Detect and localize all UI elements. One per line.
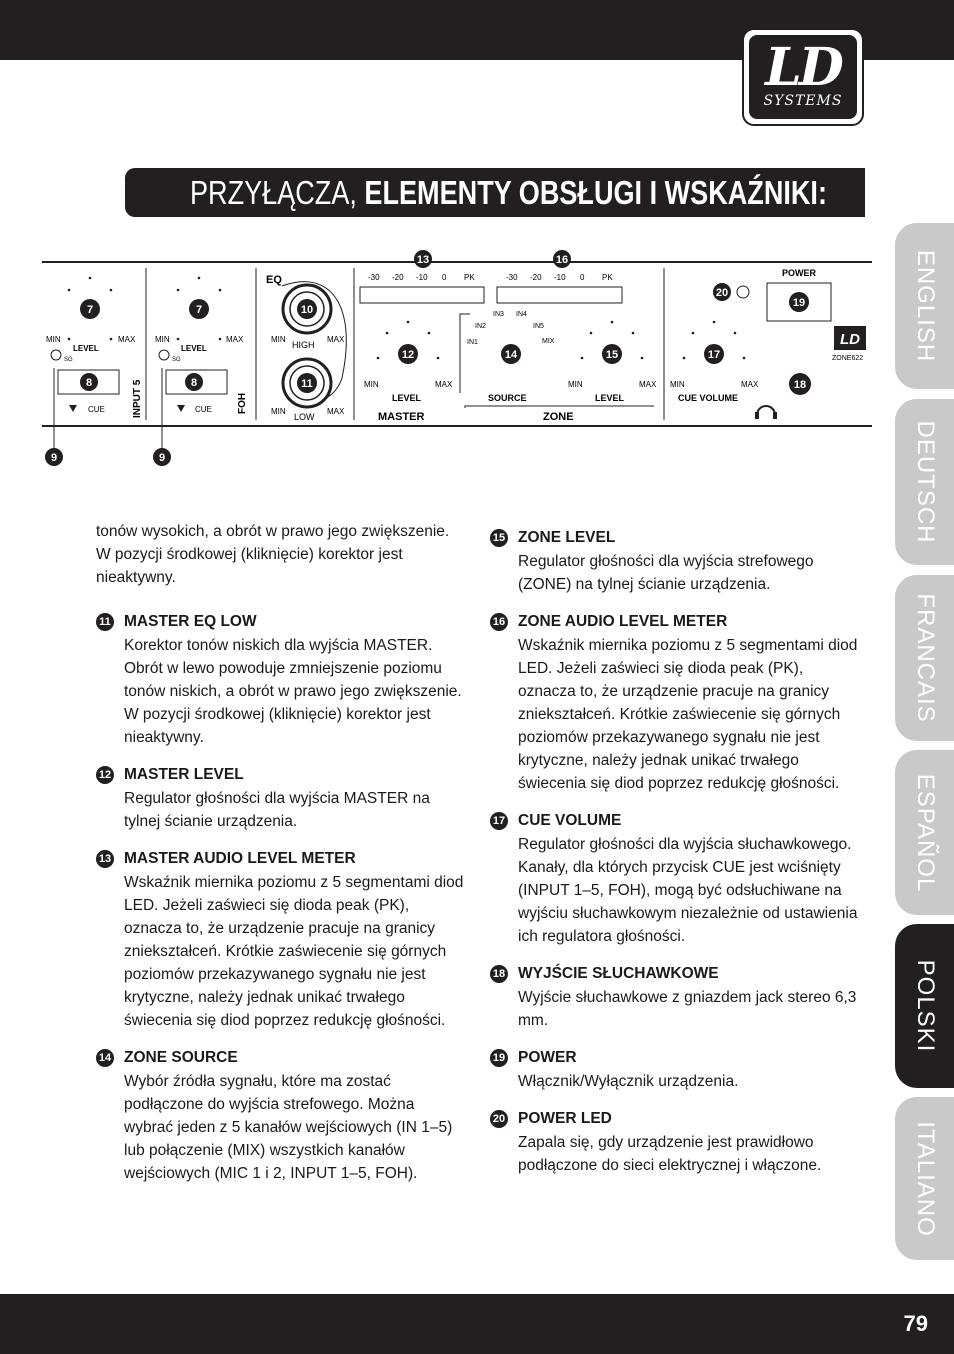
- svg-text:IN5: IN5: [533, 323, 544, 330]
- low-label: LOW: [294, 412, 315, 422]
- tab-label: POLSKI: [911, 959, 939, 1053]
- item-number: 20: [490, 1110, 508, 1128]
- svg-text:MIN: MIN: [364, 380, 379, 389]
- tab-label: ITALIANO: [911, 1120, 939, 1237]
- callout-9: 9: [50, 452, 58, 464]
- eq-section: [266, 274, 346, 422]
- title-light: PRZYŁĄCZA,: [190, 174, 357, 211]
- svg-text:IN4: IN4: [516, 311, 527, 318]
- svg-text:-30: -30: [368, 273, 380, 282]
- callout-15: 15: [605, 349, 619, 361]
- item-number: 19: [490, 1049, 508, 1067]
- item-number: 17: [490, 812, 508, 830]
- item-body: Regulator głośności dla wyjścia strefowego (ZONE) na tylnej ścianie urządzenia.: [518, 553, 814, 593]
- list-item: [490, 962, 860, 1032]
- signal-led: [51, 350, 61, 360]
- callout-13: 13: [416, 254, 430, 266]
- input-strip-1: [45, 299, 143, 466]
- high-label: HIGH: [292, 340, 315, 350]
- cue-volume-label: CUE VOLUME: [678, 393, 739, 403]
- svg-text:PK: PK: [464, 273, 475, 282]
- item-body: Wskaźnik miernika poziomu z 5 segmentami diod LED. Jeżeli zaświeci się dioda peak (PK), oznacza to, że urządzenie pracuje na granicy zniekształceń. Krótkie zaświecenie się górnych poziomów przekazywanego sygnału nie jest krytyczne, należy jednak unikać trwałego świecenia się diod poprzez redukcję głośności.: [124, 874, 464, 1029]
- svg-text:-20: -20: [392, 273, 404, 282]
- item-title: ZONE AUDIO LEVEL METER: [518, 613, 728, 630]
- zone-label: ZONE: [543, 411, 574, 423]
- callout-18: 18: [793, 379, 807, 391]
- item-title: MASTER EQ LOW: [124, 613, 257, 630]
- list-item: [96, 1046, 466, 1185]
- callout-17: 17: [707, 349, 721, 361]
- svg-text:MAX: MAX: [226, 335, 244, 344]
- svg-text:SG: SG: [172, 357, 181, 363]
- cue-arrow-icon: [177, 405, 185, 412]
- callout-16: 16: [555, 254, 569, 266]
- level-label: LEVEL: [73, 344, 99, 353]
- logo-ld-text: LD: [765, 37, 841, 98]
- item-title: MASTER AUDIO LEVEL METER: [124, 850, 356, 867]
- svg-text:MIN: MIN: [155, 335, 170, 344]
- item-body: Zapala się, gdy urządzenie jest prawidłowo podłączone do sieci elektrycznej i włączone.: [518, 1134, 822, 1174]
- list-item: [490, 610, 860, 795]
- input5-label: INPUT 5: [132, 379, 143, 418]
- svg-text:9: 9: [158, 452, 166, 464]
- tab-polski[interactable]: [895, 924, 954, 1088]
- cue-label: CUE: [88, 405, 105, 414]
- item-body: Regulator głośności dla wyjścia słuchawkowego. Kanały, dla których przycisk CUE jest wciśnięty (INPUT 1–5, FOH), mogą być odsłuchiwane na wyjściu słuchawkowym niezależnie od ustawienia ich regulatora głośności.: [518, 836, 858, 945]
- svg-text:-20: -20: [530, 273, 542, 282]
- sg-label: SG: [64, 357, 73, 363]
- item-number: 18: [490, 965, 508, 983]
- svg-text:IN1: IN1: [467, 339, 478, 346]
- master-meter: [360, 287, 484, 303]
- tab-label: ESPAÑOL: [911, 773, 939, 892]
- callout-19: 19: [792, 297, 806, 309]
- front-panel-diagram: [42, 248, 872, 470]
- svg-text:0: 0: [580, 273, 585, 282]
- max-label: MAX: [118, 335, 136, 344]
- eq-label: EQ: [266, 274, 282, 286]
- item-number: 14: [96, 1049, 114, 1067]
- item-body: Wybór źródła sygnału, które ma zostać podłączone do wyjścia strefowego. Można wybrać jeden z 5 kanałów wejściowych (IN 1–5) lub połączenie (MIX) wszystkich kanałów wejściowych (MIC 1 i 2, INPUT 1–5, FOH).: [124, 1073, 453, 1182]
- page-title: [190, 171, 827, 215]
- power-led: [737, 286, 749, 298]
- tab-francais[interactable]: [895, 575, 954, 741]
- list-item: [96, 847, 466, 1032]
- page-number: 79: [903, 1311, 928, 1336]
- item-title: POWER: [518, 1049, 577, 1066]
- svg-text:-10: -10: [416, 273, 428, 282]
- item-body: Wskaźnik miernika poziomu z 5 segmentami diod LED. Jeżeli zaświeci się dioda peak (PK), oznacza to, że urządzenie pracuje na granicy zniekształceń. Krótkie zaświecenie się górnych poziomów przekazywanego sygnału nie jest krytyczne, należy jednak unikać trwałego świecenia się diod poprzez redukcję głośności.: [518, 637, 858, 792]
- svg-text:PK: PK: [602, 273, 613, 282]
- callout-7: 7: [86, 304, 94, 316]
- item-body: Korektor tonów niskich dla wyjścia MASTER. Obrót w lewo powoduje zmniejszenie poziomu tonów niskich, a obrót w prawo jego zwiększenie. W pozycji środkowej (kliknięcie) korektor jest nieaktywny.: [124, 637, 462, 746]
- item-body: Wyjście słuchawkowe z gniazdem jack stereo 6,3 mm.: [518, 989, 857, 1029]
- svg-text:MIN: MIN: [271, 407, 286, 416]
- zone-meter: [497, 287, 622, 303]
- item-title: ZONE SOURCE: [124, 1049, 238, 1066]
- item-title: POWER LED: [518, 1110, 612, 1127]
- callout-8: 8: [85, 377, 93, 389]
- tab-italiano[interactable]: [895, 1097, 954, 1260]
- bottom-bar: [0, 1294, 954, 1354]
- tab-deutsch[interactable]: [895, 399, 954, 565]
- cue-arrow-icon: [69, 405, 77, 412]
- callout-10: 10: [300, 304, 314, 316]
- callout-11: 11: [301, 378, 313, 390]
- svg-text:LEVEL: LEVEL: [392, 393, 422, 403]
- item-title: ZONE LEVEL: [518, 529, 616, 546]
- headphones-icon: [757, 406, 775, 415]
- svg-text:MAX: MAX: [435, 380, 453, 389]
- svg-text:LEVEL: LEVEL: [181, 344, 207, 353]
- item-body: Regulator głośności dla wyjścia MASTER na tylnej ścianie urządzenia.: [124, 790, 430, 830]
- svg-text:LEVEL: LEVEL: [595, 393, 625, 403]
- tab-espanol[interactable]: [895, 750, 954, 915]
- svg-text:MIN: MIN: [670, 380, 685, 389]
- item-number: 15: [490, 529, 508, 547]
- zone-source-section: [460, 311, 555, 403]
- svg-text:SOURCE: SOURCE: [488, 393, 527, 403]
- callout-14: 14: [504, 349, 518, 361]
- min-label: MIN: [46, 335, 61, 344]
- power-label: POWER: [782, 268, 817, 278]
- svg-text:MAX: MAX: [741, 380, 759, 389]
- svg-text:MAX: MAX: [327, 407, 345, 416]
- list-item: [490, 1046, 860, 1093]
- logo-systems-text: SYSTEMS: [763, 93, 843, 109]
- svg-text:IN2: IN2: [475, 323, 486, 330]
- svg-text:-30: -30: [506, 273, 518, 282]
- list-item: [490, 809, 860, 948]
- svg-text:-10: -10: [554, 273, 566, 282]
- tab-label: ENGLISH: [911, 249, 939, 363]
- svg-text:8: 8: [190, 377, 198, 389]
- callout-12: 12: [401, 349, 415, 361]
- intro-text: tonów wysokich, a obrót w prawo jego zwiększenie. W pozycji środkowej (kliknięcie) korektor jest nieaktywny.: [96, 523, 450, 586]
- item-body: Włącznik/Wyłącznik urządzenia.: [518, 1073, 739, 1090]
- tab-label: FRANCAIS: [911, 593, 939, 723]
- right-column: [490, 514, 860, 1177]
- item-title: CUE VOLUME: [518, 812, 622, 829]
- item-number: 16: [490, 613, 508, 631]
- signal-led: [159, 350, 169, 360]
- input-strip-foh: [153, 299, 248, 466]
- list-item: [96, 763, 466, 833]
- svg-text:MAX: MAX: [327, 335, 345, 344]
- item-number: 13: [96, 850, 114, 868]
- foh-label: FOH: [237, 392, 248, 414]
- title-bold: ELEMENTY OBSŁUGI I WSKAŹNIKI:: [364, 174, 827, 211]
- list-item: [96, 610, 466, 749]
- tab-label: DEUTSCH: [911, 420, 939, 544]
- svg-text:0: 0: [442, 273, 447, 282]
- svg-text:MAX: MAX: [639, 380, 657, 389]
- list-item: [490, 1107, 860, 1177]
- svg-text:MIX: MIX: [542, 338, 555, 345]
- svg-text:IN3: IN3: [493, 311, 504, 318]
- svg-text:7: 7: [195, 304, 203, 316]
- callout-20: 20: [715, 287, 729, 299]
- master-section: [360, 250, 484, 423]
- master-label: MASTER: [378, 411, 425, 423]
- zone622-label: ZONE622: [832, 355, 864, 362]
- list-item: [490, 526, 860, 596]
- svg-text:CUE: CUE: [195, 405, 212, 414]
- item-title: MASTER LEVEL: [124, 766, 244, 783]
- item-number: 12: [96, 766, 114, 784]
- svg-text:LD: LD: [840, 331, 860, 348]
- item-number: 11: [96, 613, 114, 631]
- left-column: [96, 520, 466, 1185]
- svg-text:MIN: MIN: [271, 335, 286, 344]
- item-title: WYJŚCIE SŁUCHAWKOWE: [518, 965, 719, 982]
- ld-systems-logo: [742, 28, 864, 126]
- cue-power-section: [670, 268, 866, 419]
- svg-text:MIN: MIN: [568, 380, 583, 389]
- tab-english[interactable]: [895, 223, 954, 389]
